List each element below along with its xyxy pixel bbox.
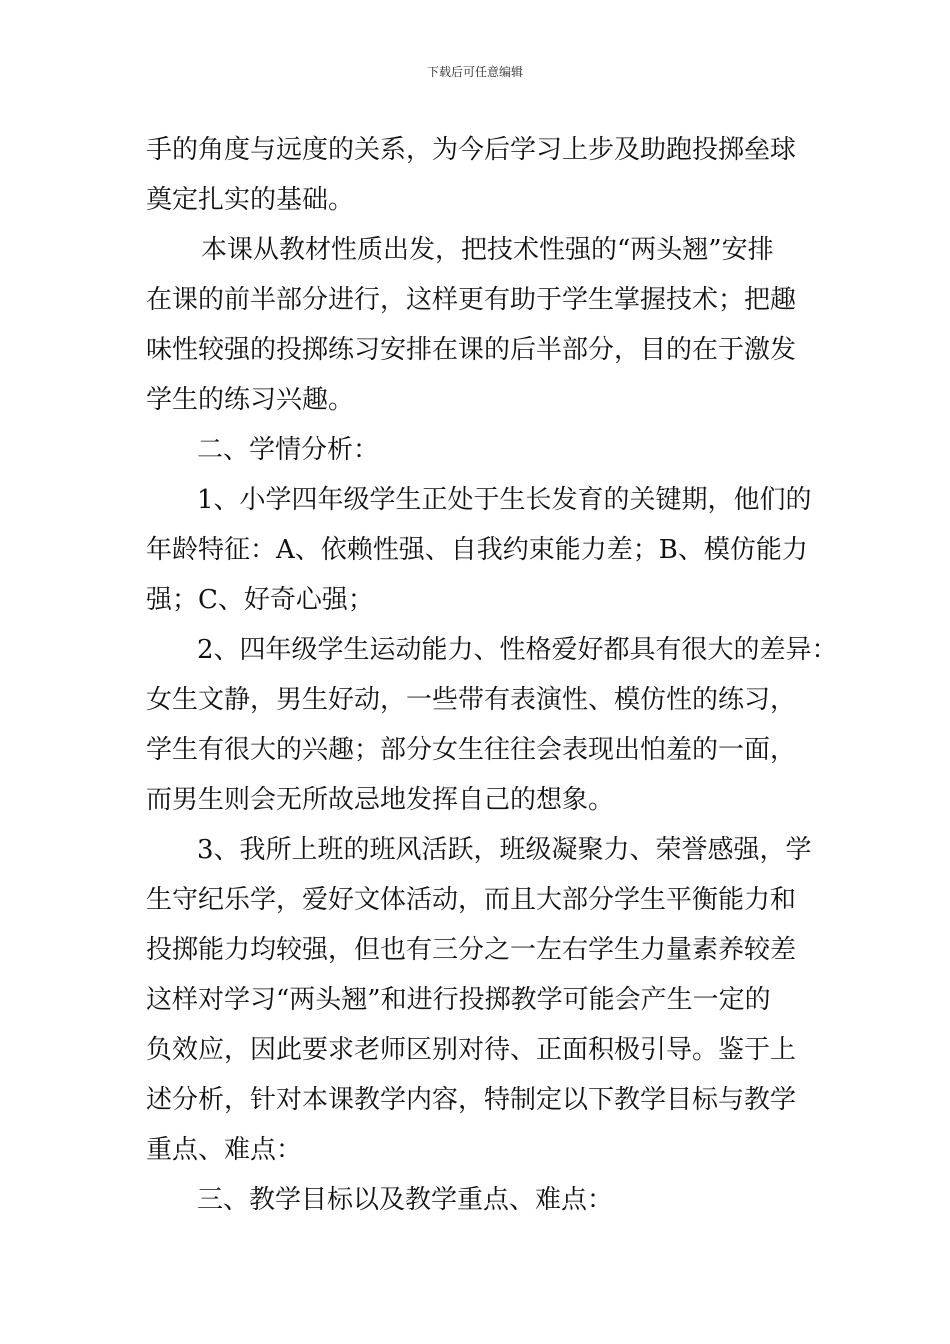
text-line: 奠定扎实的基础。 bbox=[146, 185, 355, 215]
text-line: 学生的练习兴趣。 bbox=[146, 385, 355, 415]
text-line: 手的角度与远度的关系，为今后学习上步及助跑投掷垒球 bbox=[146, 135, 797, 165]
text-line: 2、四年级学生运动能力、性格爱好都具有很大的差异： bbox=[197, 635, 838, 665]
section-heading: 二、学情分析： bbox=[197, 435, 380, 465]
section-heading: 三、教学目标以及教学重点、难点： bbox=[197, 1185, 614, 1215]
text-line: 而男生则会无所故忌地发挥自己的想象。 bbox=[146, 785, 615, 815]
text-line: 这样对学习“两头翘”和进行投掷教学可能会产生一定的 bbox=[146, 985, 771, 1015]
text-line: 味性较强的投掷练习安排在课的后半部分，目的在于激发 bbox=[146, 335, 797, 365]
text-line: 1、小学四年级学生正处于生长发育的关键期，他们的 bbox=[197, 485, 812, 515]
text-line: 述分析，针对本课教学内容，特制定以下教学目标与教学 bbox=[146, 1085, 797, 1115]
text-line: 3、我所上班的班风活跃，班级凝聚力、荣誉感强，学 bbox=[197, 835, 812, 865]
page-header: 下载后可任意编辑 bbox=[426, 65, 523, 79]
text-line: 女生文静，男生好动，一些带有表演性、模仿性的练习， bbox=[146, 685, 797, 715]
text-line: 生守纪乐学，爱好文体活动，而且大部分学生平衡能力和 bbox=[146, 885, 797, 915]
text-line: 强；C、好奇心强； bbox=[146, 585, 374, 615]
text-line: 本课从教材性质出发，把技术性强的“两头翘”安排 bbox=[201, 235, 774, 265]
text-line: 学生有很大的兴趣；部分女生往往会表现出怕羞的一面， bbox=[146, 735, 797, 765]
text-line: 年龄特征：A、依赖性强、自我约束能力差；B、模仿能力 bbox=[146, 535, 808, 565]
text-line: 重点、难点： bbox=[146, 1135, 303, 1165]
text-line: 在课的前半部分进行，这样更有助于学生掌握技术；把趣 bbox=[146, 285, 797, 315]
text-line: 负效应，因此要求老师区别对待、正面积极引导。鉴于上 bbox=[146, 1035, 797, 1065]
text-line: 投掷能力均较强，但也有三分之一左右学生力量素养较差 bbox=[146, 935, 797, 965]
